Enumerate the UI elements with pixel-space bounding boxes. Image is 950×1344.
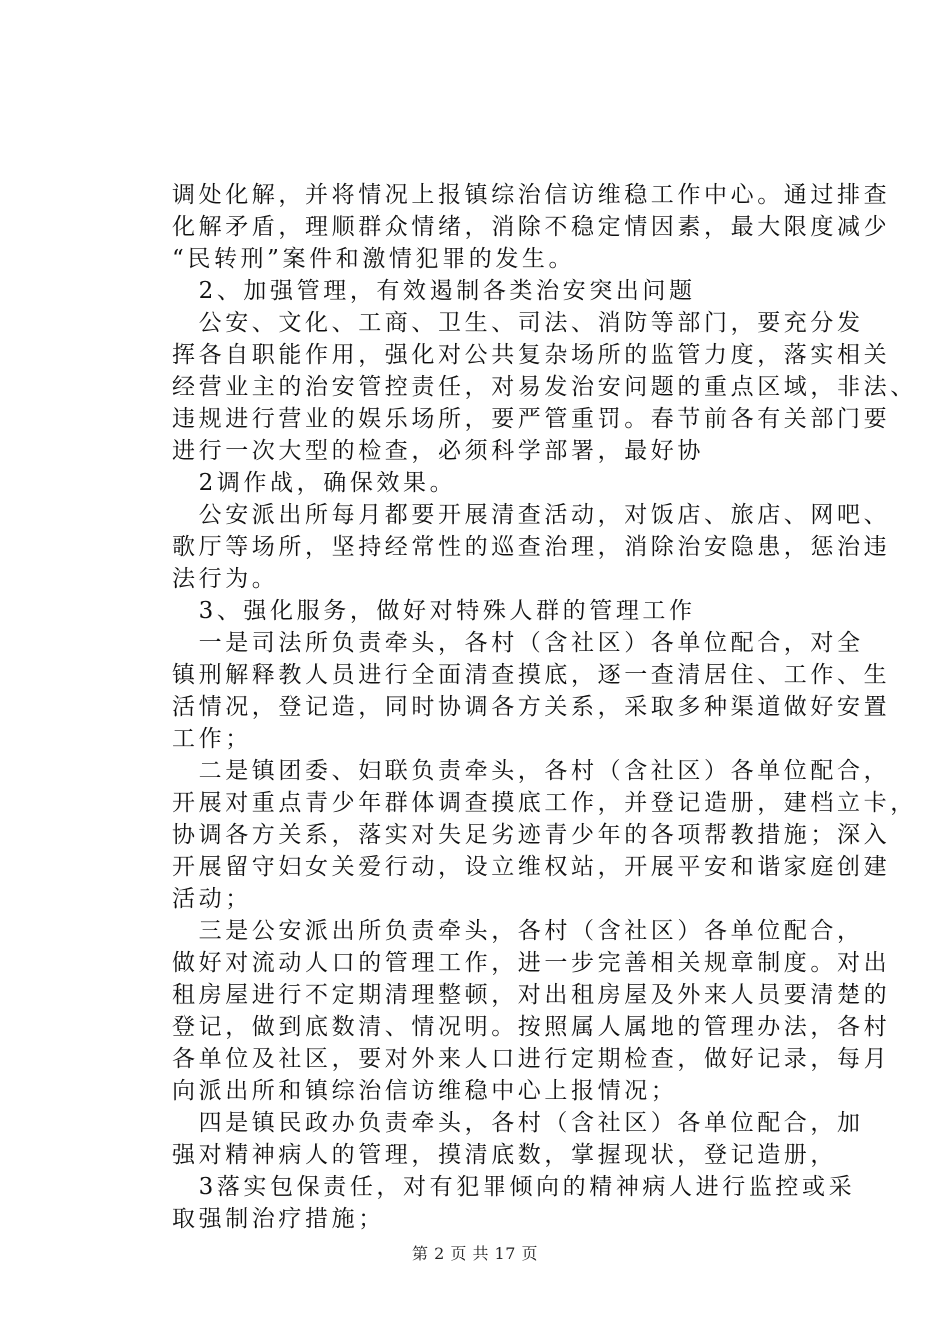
page-number-footer: 第 2 页 共 17 页: [412, 1244, 538, 1263]
body-text-line: 工作；: [172, 726, 252, 752]
body-text-line: 化解矛盾，理顺群众情绪，消除不稳定情因素，最大限度减少: [172, 214, 891, 240]
body-text-line: 做好对流动人口的管理工作，进一步完善相关规章制度。对出: [172, 950, 891, 976]
body-text-line: 取强制治疗措施；: [172, 1206, 385, 1232]
body-text-line: 一是司法所负责牵头，各村（含社区）各单位配合，对全: [172, 630, 864, 656]
body-text-line: “民转刑”案件和激情犯罪的发生。: [172, 246, 576, 272]
body-text-line: 挥各自职能作用，强化对公共复杂场所的监管力度，落实相关: [172, 342, 891, 368]
body-text-line: 法行为。: [172, 566, 279, 592]
body-text-line: 租房屋进行不定期清理整顿，对出租房屋及外来人员要清楚的: [172, 982, 891, 1008]
body-text-line: 公安、文化、工商、卫生、司法、消防等部门，要充分发: [172, 310, 864, 336]
body-text-line: 四是镇民政办负责牵头，各村（含社区）各单位配合，加: [172, 1110, 864, 1136]
body-text-line: 违规进行营业的娱乐场所，要严管重罚。春节前各有关部门要: [172, 406, 891, 432]
body-text-line: 协调各方关系，落实对失足劣迹青少年的各项帮教措施；深入: [172, 822, 891, 848]
body-text-line: 公安派出所每月都要开展清查活动，对饭店、旅店、网吧、: [172, 502, 891, 528]
body-text-line: 3落实包保责任，对有犯罪倾向的精神病人进行监控或采: [172, 1174, 856, 1200]
body-text-line: 三是公安派出所负责牵头，各村（含社区）各单位配合，: [172, 918, 864, 944]
body-text-line: 活动；: [172, 886, 252, 912]
section-heading: 3、强化服务，做好对特殊人群的管理工作: [172, 598, 696, 624]
body-text-line: 二是镇团委、妇联负责牵头，各村（含社区）各单位配合，: [172, 758, 891, 784]
body-text-line: 调处化解，并将情况上报镇综治信访维稳工作中心。通过排查: [172, 182, 891, 208]
body-text-line: 镇刑解释教人员进行全面清查摸底，逐一查清居住、工作、生: [172, 662, 891, 688]
body-text-line: 2调作战，确保效果。: [172, 470, 457, 496]
body-text-line: 进行一次大型的检查，必须科学部署，最好协: [172, 438, 704, 464]
body-text-line: 歌厅等场所，坚持经常性的巡查治理，消除治安隐患，惩治违: [172, 534, 891, 560]
body-text-line: 登记，做到底数清、情况明。按照属人属地的管理办法，各村: [172, 1014, 891, 1040]
body-text-line: 开展对重点青少年群体调查摸底工作，并登记造册，建档立卡，: [172, 790, 917, 816]
body-text-line: 向派出所和镇综治信访维稳中心上报情况；: [172, 1078, 678, 1104]
body-text-line: 开展留守妇女关爱行动，设立维权站，开展平安和谐家庭创建: [172, 854, 891, 880]
body-text-line: 强对精神病人的管理，摸清底数，掌握现状，登记造册，: [172, 1142, 837, 1168]
body-text-line: 活情况，登记造，同时协调各方关系，采取多种渠道做好安置: [172, 694, 891, 720]
section-heading: 2、加强管理，有效遏制各类治安突出问题: [172, 278, 696, 304]
body-text-line: 各单位及社区，要对外来人口进行定期检查，做好记录，每月: [172, 1046, 891, 1072]
body-text-line: 经营业主的治安管控责任，对易发治安问题的重点区域，非法、: [172, 374, 917, 400]
